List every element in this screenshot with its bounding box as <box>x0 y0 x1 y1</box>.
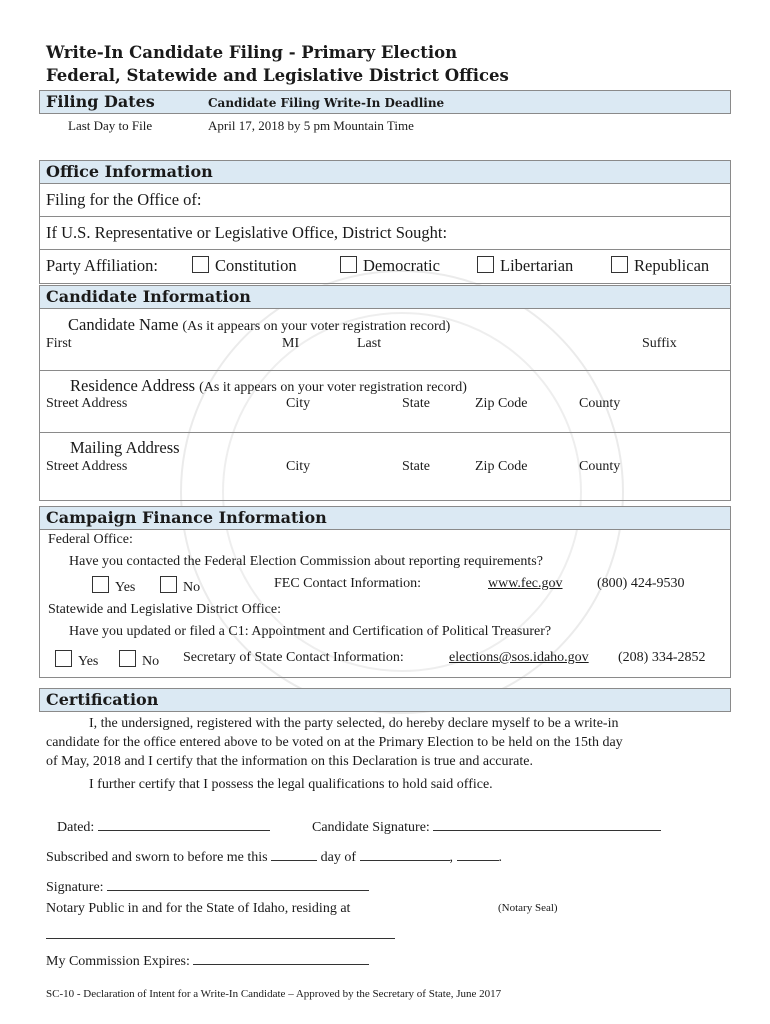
sos-phone: (208) 334-2852 <box>618 650 706 665</box>
filing-dates-header <box>39 90 731 114</box>
party-label: Party Affiliation: <box>46 256 158 275</box>
mailing-address-title: Mailing Address <box>70 438 180 457</box>
form-title-line1: Write-In Candidate Filing - Primary Election <box>46 43 458 62</box>
sos-email-link[interactable]: elections@sos.idaho.gov <box>449 650 589 665</box>
fec-phone: (800) 424-9530 <box>597 576 685 591</box>
statewide-yes-option[interactable]: Yes <box>55 650 98 670</box>
party-option-constitution[interactable]: Constitution <box>192 256 297 276</box>
checkbox-icon[interactable] <box>477 256 494 273</box>
candidate-signature-field[interactable]: Candidate Signature: <box>312 816 661 836</box>
mailing-zip-label: Zip Code <box>475 459 528 474</box>
party-option-republican[interactable]: Republican <box>611 256 709 276</box>
cert-para1-line1: I, the undersigned, registered with the party selected, do hereby declare myself to be a write-in <box>89 716 619 731</box>
cert-para1-line2: candidate for the office entered above to be voted on at the Primary Election to be held on the 15th day <box>46 735 623 750</box>
candidate-info-label: Candidate Information <box>46 287 251 306</box>
residence-state-label: State <box>402 396 430 411</box>
residence-city-label: City <box>286 396 311 411</box>
federal-no-option[interactable]: No <box>160 576 200 596</box>
last-day-value: April 17, 2018 by 5 pm Mountain Time <box>208 118 414 133</box>
office-filing-row[interactable] <box>39 184 731 217</box>
mailing-street-label: Street Address <box>46 459 128 474</box>
notary-public-text: Notary Public in and for the State of Idaho, residing at <box>46 901 351 916</box>
statewide-office-label: Statewide and Legislative District Office: <box>48 602 282 617</box>
fec-link[interactable]: www.fec.gov <box>488 576 563 591</box>
name-field-mi: MI <box>282 336 300 351</box>
mailing-county-label: County <box>579 459 621 474</box>
checkbox-icon[interactable] <box>92 576 109 593</box>
deadline-header: Candidate Filing Write-In Deadline <box>208 96 445 110</box>
residence-street-label: Street Address <box>46 396 128 411</box>
federal-yes-option[interactable]: Yes <box>92 576 135 596</box>
sos-contact-label: Secretary of State Contact Information: <box>183 650 404 665</box>
form-title-line2: Federal, Statewide and Legislative District Offices <box>46 66 509 85</box>
notary-seal-label: (Notary Seal) <box>498 902 558 914</box>
office-info-header <box>39 160 731 184</box>
party-affiliation-row <box>39 250 731 284</box>
federal-office-label: Federal Office: <box>48 532 133 547</box>
federal-question: Have you contacted the Federal Election Commission about reporting requirements? <box>69 554 543 569</box>
cert-para2: I further certify that I possess the legal qualifications to hold said office. <box>89 777 493 792</box>
residence-address-block[interactable] <box>39 371 731 433</box>
commission-expires-field[interactable]: My Commission Expires: <box>46 950 369 970</box>
certification-label: Certification <box>46 690 159 709</box>
residence-county-label: County <box>579 396 621 411</box>
statewide-no-option[interactable]: No <box>119 650 159 670</box>
checkbox-icon[interactable] <box>611 256 628 273</box>
residence-address-title: Residence Address (As it appears on your voter registration record) <box>70 376 467 395</box>
party-option-democratic[interactable]: Democratic <box>340 256 440 276</box>
district-sought-row[interactable] <box>39 217 731 250</box>
dated-field[interactable]: Dated: <box>57 816 270 836</box>
certification-header <box>39 688 731 712</box>
candidate-info-header <box>39 285 731 309</box>
fec-contact-label: FEC Contact Information: <box>274 576 421 591</box>
statewide-question: Have you updated or filed a C1: Appointment and Certification of Political Treasurer? <box>69 624 552 639</box>
residence-zip-label: Zip Code <box>475 396 528 411</box>
campaign-finance-block <box>39 530 731 678</box>
mailing-city-label: City <box>286 459 311 474</box>
checkbox-icon[interactable] <box>119 650 136 667</box>
mailing-address-block[interactable] <box>39 433 731 501</box>
party-option-libertarian[interactable]: Libertarian <box>477 256 573 276</box>
filing-dates-label: Filing Dates <box>46 92 155 111</box>
checkbox-icon[interactable] <box>340 256 357 273</box>
last-day-label: Last Day to File <box>68 118 153 133</box>
cert-para1-line3: of May, 2018 and I certify that the information on this Declaration is true and accurate. <box>46 754 533 769</box>
name-field-last: Last <box>357 336 382 351</box>
sworn-statement[interactable]: Subscribed and sworn to before me this day of , . <box>46 846 502 866</box>
name-field-first: First <box>46 336 72 351</box>
filing-for-label: Filing for the Office of: <box>46 190 202 209</box>
checkbox-icon[interactable] <box>55 650 72 667</box>
campaign-finance-label: Campaign Finance Information <box>46 508 327 527</box>
district-sought-label: If U.S. Representative or Legislative Office, District Sought: <box>46 223 448 242</box>
mailing-state-label: State <box>402 459 430 474</box>
office-info-label: Office Information <box>46 162 213 181</box>
checkbox-icon[interactable] <box>160 576 177 593</box>
notary-residing-line[interactable] <box>46 924 395 944</box>
notary-signature-field[interactable]: Signature: <box>46 876 369 896</box>
candidate-name-title: Candidate Name (As it appears on your voter registration record) <box>68 315 451 334</box>
campaign-finance-header <box>39 506 731 530</box>
name-field-suffix: Suffix <box>642 336 677 351</box>
form-footer: SC-10 - Declaration of Intent for a Write-In Candidate – Approved by the Secretary of State, June 2017 <box>46 988 502 1000</box>
checkbox-icon[interactable] <box>192 256 209 273</box>
candidate-name-block[interactable] <box>39 309 731 371</box>
